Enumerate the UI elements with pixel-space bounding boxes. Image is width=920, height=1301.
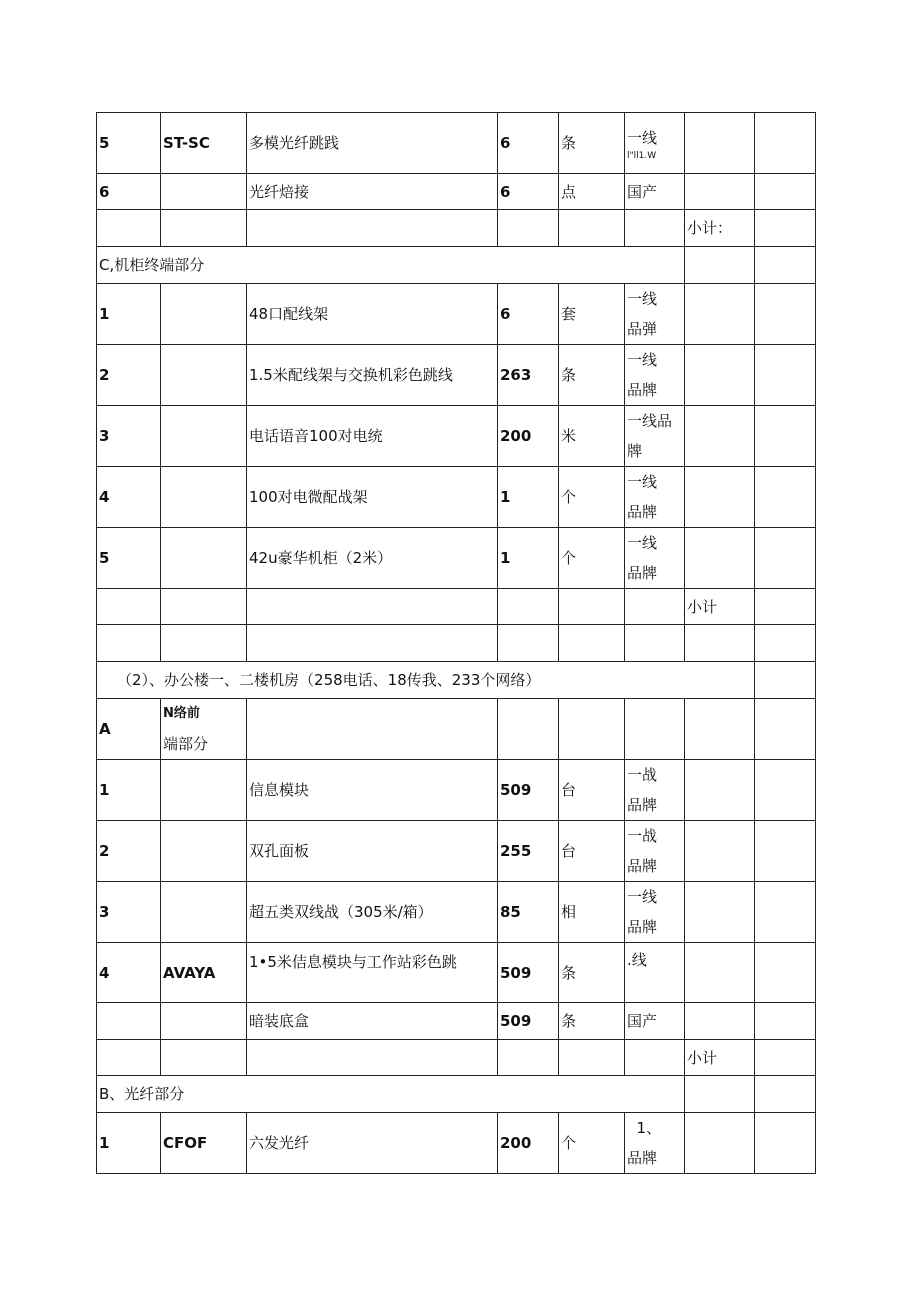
table-row (97, 284, 816, 345)
table-row (97, 1113, 816, 1174)
item-brand (625, 406, 685, 467)
item-unit: 点 (559, 174, 625, 210)
brand-line-2: 品牌 (627, 796, 658, 814)
item-name: 信息模块 (247, 760, 498, 821)
brand-line-1: 一线 (627, 534, 658, 552)
item-unit: 套 (559, 284, 625, 345)
table-row (97, 1003, 816, 1040)
item-brand (625, 113, 685, 174)
subtotal-row (97, 589, 816, 625)
item-no: 1 (97, 760, 161, 821)
empty-row (97, 625, 816, 662)
item-unit: 米 (559, 406, 625, 467)
brand-line-2: 牌 (627, 442, 643, 460)
section-title: C,机柜终端部分 (97, 247, 685, 284)
table-row (97, 882, 816, 943)
item-qty: 1 (498, 528, 559, 589)
model-line-1: N络前 (163, 706, 200, 721)
item-qty: 6 (498, 284, 559, 345)
brand-line-1: 一战 (627, 827, 658, 845)
item-no: 3 (97, 882, 161, 943)
item-model (161, 528, 247, 589)
item-no: 1 (97, 1113, 161, 1174)
item-no: 4 (97, 943, 161, 1003)
brand-line-1: 一线 (627, 888, 658, 906)
item-brand (625, 1113, 685, 1174)
brand-line-2: l"ll1.W (627, 151, 657, 161)
item-total (755, 113, 816, 174)
brand-line-1: 一线品 (627, 412, 673, 430)
table-row (97, 406, 816, 467)
item-price (685, 113, 755, 174)
item-qty: 1 (498, 467, 559, 528)
item-name: 100对电微配战架 (247, 467, 498, 528)
item-name: 光纤焙接 (247, 174, 498, 210)
model-line-2: 端部分 (163, 735, 209, 753)
item-brand (625, 528, 685, 589)
subtotal-label: 小计 (685, 1040, 755, 1076)
item-price (685, 174, 755, 210)
brand-line-2: 品牌 (627, 918, 658, 936)
item-no: 1 (97, 284, 161, 345)
item-no: 5 (97, 113, 161, 174)
item-model (161, 406, 247, 467)
item-brand (625, 760, 685, 821)
item-brand (625, 821, 685, 882)
brand-line-2: 品弹 (627, 320, 658, 338)
item-unit: 台 (559, 760, 625, 821)
item-brand (625, 467, 685, 528)
brand-line-1: 1、 (627, 1119, 662, 1137)
item-name: 1•5米佶息模块与工作站彩色跳 (247, 943, 498, 1003)
item-model (161, 1003, 247, 1040)
item-unit: 个 (559, 1113, 625, 1174)
item-model: CFOF (161, 1113, 247, 1174)
section-title: （2）、办公楼一、二楼机房（258电话、18传我、233个网络） (97, 662, 755, 699)
item-no (97, 1003, 161, 1040)
brand-line-2: 品牌 (627, 1149, 658, 1167)
item-brand: 国产 (625, 174, 685, 210)
table-row (97, 345, 816, 406)
brand-line-1: 一战 (627, 766, 658, 784)
item-model: AVAYA (161, 943, 247, 1003)
item-model: ST-SC (161, 113, 247, 174)
item-brand (625, 882, 685, 943)
item-no: 2 (97, 345, 161, 406)
section-row (97, 1076, 816, 1113)
table-row (97, 113, 816, 174)
item-model (161, 821, 247, 882)
item-unit: 个 (559, 528, 625, 589)
item-qty: 255 (498, 821, 559, 882)
item-name: 超五类双线战（305米/箱） (247, 882, 498, 943)
item-qty: 6 (498, 174, 559, 210)
section-title: B、光纤部分 (97, 1076, 685, 1113)
subtotal-label: 小计： (685, 210, 755, 247)
item-model (161, 467, 247, 528)
item-qty: 509 (498, 760, 559, 821)
item-qty: 509 (498, 1003, 559, 1040)
item-name: 双孔面板 (247, 821, 498, 882)
item-model (161, 174, 247, 210)
brand-line-1: 一线 (627, 351, 658, 369)
item-name: 多模光纤跳践 (247, 113, 498, 174)
table-row (97, 760, 816, 821)
brand-line-2: 品牌 (627, 381, 658, 399)
item-no: 6 (97, 174, 161, 210)
item-unit: 条 (559, 943, 625, 1003)
item-qty: 6 (498, 113, 559, 174)
brand-line-1: 一线 (627, 129, 658, 147)
item-unit: 条 (559, 113, 625, 174)
item-qty: 85 (498, 882, 559, 943)
table-row (97, 821, 816, 882)
item-model (161, 760, 247, 821)
subtotal-label: 小计 (685, 589, 755, 625)
brand-line-2: 品牌 (627, 857, 658, 875)
item-name: 暗装底盒 (247, 1003, 498, 1040)
item-qty: 263 (498, 345, 559, 406)
item-name: 电话语音100对电统 (247, 406, 498, 467)
brand-line-1: 一线 (627, 473, 658, 491)
section-row (97, 662, 816, 699)
item-brand (625, 284, 685, 345)
item-qty: 200 (498, 1113, 559, 1174)
section-row (97, 247, 816, 284)
item-no: 3 (97, 406, 161, 467)
item-no: 5 (97, 528, 161, 589)
table-row (97, 699, 816, 760)
subtotal-row (97, 1040, 816, 1076)
item-unit: 条 (559, 345, 625, 406)
item-name: 1.5米配线架与交换机彩色跳线 (247, 345, 498, 406)
item-no: A (97, 699, 161, 760)
brand-line-2: 品牌 (627, 503, 658, 521)
item-name: 48口配线架 (247, 284, 498, 345)
subtotal-row (97, 210, 816, 247)
item-qty: 509 (498, 943, 559, 1003)
item-unit: 台 (559, 821, 625, 882)
brand-line-1: 一线 (627, 290, 658, 308)
item-brand: 国产 (625, 1003, 685, 1040)
item-no: 2 (97, 821, 161, 882)
table-row (97, 943, 816, 1003)
item-name: 42u豪华机柜（2米） (247, 528, 498, 589)
item-name: 六发光纤 (247, 1113, 498, 1174)
item-brand: .线 (625, 943, 685, 1003)
item-unit: 条 (559, 1003, 625, 1040)
item-model (161, 345, 247, 406)
item-model (161, 284, 247, 345)
table-row (97, 528, 816, 589)
item-qty: 200 (498, 406, 559, 467)
item-brand (625, 345, 685, 406)
item-model (161, 882, 247, 943)
table-row (97, 467, 816, 528)
item-total (755, 174, 816, 210)
item-model (161, 699, 247, 760)
equipment-table (96, 112, 816, 1174)
item-unit: 个 (559, 467, 625, 528)
item-no: 4 (97, 467, 161, 528)
table-row (97, 174, 816, 210)
item-unit: 相 (559, 882, 625, 943)
brand-line-2: 品牌 (627, 564, 658, 582)
